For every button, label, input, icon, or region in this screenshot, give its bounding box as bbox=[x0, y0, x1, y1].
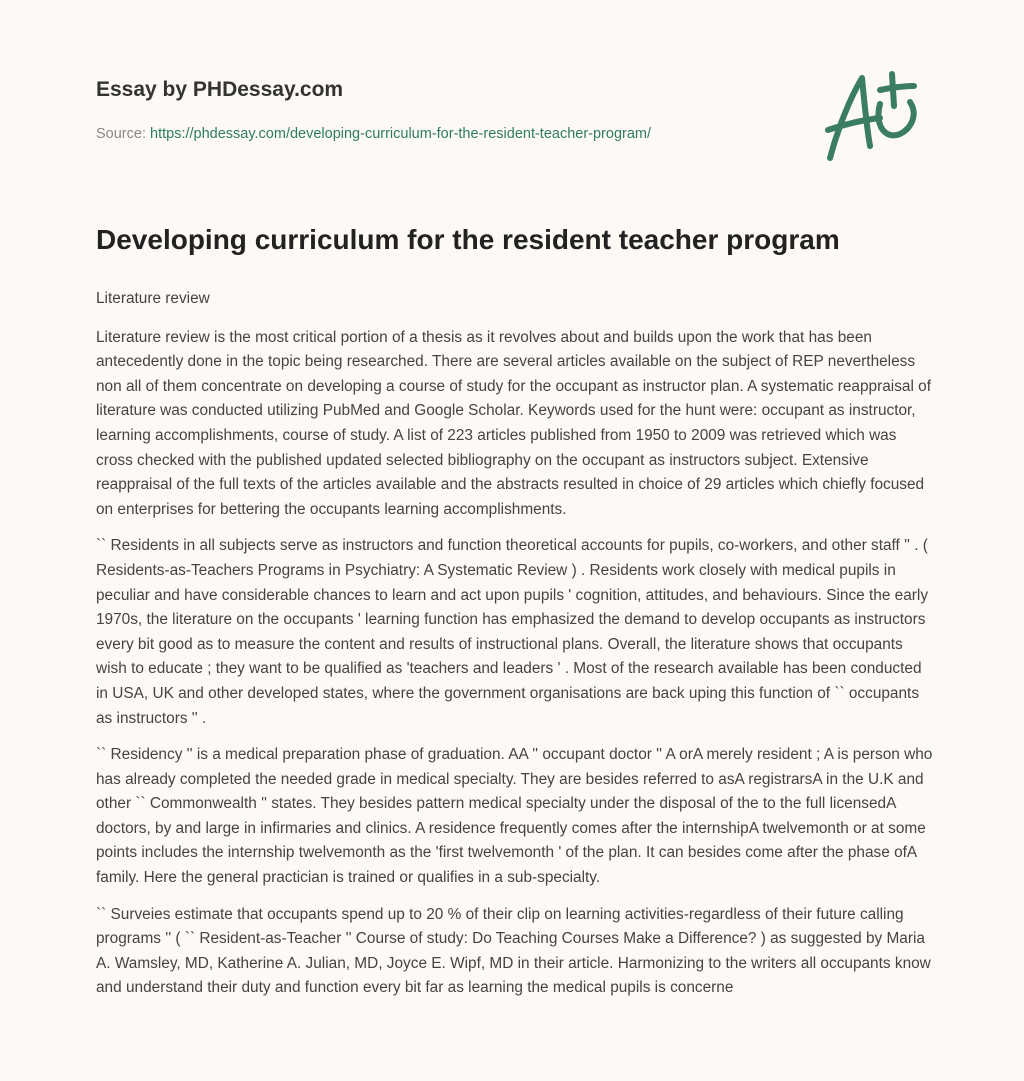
page-title: Developing curriculum for the resident teacher program bbox=[96, 224, 840, 255]
essay-body bbox=[96, 287, 934, 1013]
brand-title: Essay by PHDessay.com bbox=[96, 78, 344, 101]
source-link[interactable]: https://phdessay.com/developing-curriculum-for-the-resident-teacher-program/ bbox=[150, 126, 652, 142]
source-label: Source: bbox=[96, 126, 146, 142]
source-line bbox=[96, 126, 651, 142]
a-plus-logo-icon bbox=[818, 68, 928, 164]
paragraph: `` Residency '' is a medical preparation phase of graduation. AA '' occupant doctor '' A orA merely resident ; A is person who has already completed the needed grade in medical specialty. They are besides referred to asA registrarsA in the U.K and other `` Commonwealth '' states. They besides pattern medical specialty under the disposal of the to the full licensedA doctors, by and large in infirmaries and clinics. A residence frequently comes after the internshipA twelvemonth or at some points includes the internship twelvemonth as the 'first twelvemonth ' of the plan. It can besides come after the phase ofA family. Here the general practician is trained or qualifies in a sub-specialty. bbox=[96, 746, 933, 887]
paragraph: Literature review is the most critical portion of a thesis as it revolves about and builds upon the work that has been antecedently done in the topic being researched. There are several articles available on the subject of REP nevertheless non all of them concentrate on developing a course of study for the occupant as instructor plan. A systematic reappraisal of literature was conducted utilizing PubMed and Google Scholar. Keywords used for the hunt were: occupant as instructor, learning accomplishments, course of study. A list of 223 articles published from 1950 to 2009 was retrieved which was cross checked with the published updated selected bibliography on the occupant as instructors subject. Extensive reappraisal of the full texts of the articles available and the abstracts resulted in choice of 29 articles which chiefly focused on enterprises for bettering the occupants learning accomplishments. bbox=[96, 328, 931, 518]
paragraph: `` Surveies estimate that occupants spend up to 20 % of their clip on learning activities-regardless of their future calling programs '' ( `` Resident-as-Teacher '' Course of study: Do Teaching Courses Make a Difference? ) as suggested by Maria A. Wamsley, MD, Katherine A. Julian, MD, Joyce E. Wipf, MD in their article. Harmonizing to the writers all occupants know and understand their duty and function every bit far as learning the medical pupils is concerne bbox=[96, 905, 931, 997]
site-header bbox=[96, 78, 928, 142]
section-subheading: Literature review bbox=[96, 290, 210, 307]
paragraph: `` Residents in all subjects serve as instructors and function theoretical accounts for pupils, co-workers, and other staff '' . ( Residents-as-Teachers Programs in Psychiatry: A Systematic Review ) . Residents work closely with medical pupils in peculiar and have considerable chances to learn and act upon pupils ' cognition, attitudes, and behaviours. Since the early 1970s, the literature on the occupants ' learning function has emphasized the demand to develop occupants as instructors every bit good as to measure the content and results of instructional plans. Overall, the literature shows that occupants wish to educate ; they want to be qualified as 'teachers and leaders ' . Most of the research available has been conducted in USA, UK and other developed states, where the government organisations are back uping this function of `` occupants as instructors '' . bbox=[96, 537, 929, 727]
